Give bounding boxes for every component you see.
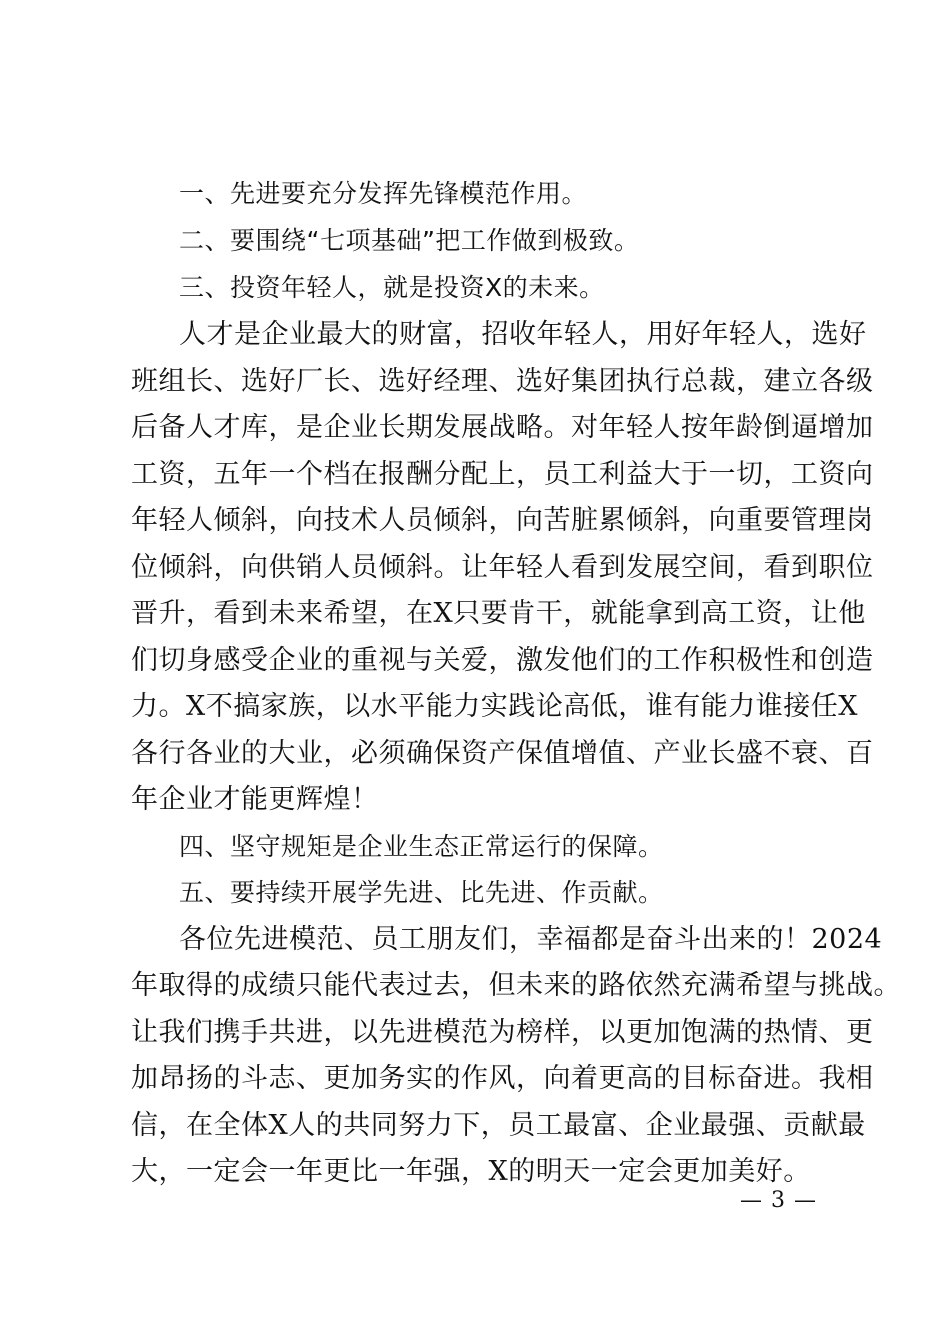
paragraph-line: 年企业才能更辉煌！ (131, 784, 379, 815)
paragraph-line: 年取得的成绩只能代表过去，但未来的路依然充满希望与挑战。 (131, 970, 901, 1001)
paragraph-line: 班组长、选好厂长、选好经理、选好集团执行总裁，建立各级 (131, 366, 874, 397)
paragraph-line: 人才是企业最大的财富，招收年轻人，用好年轻人，选好 (179, 319, 867, 350)
paragraph-line: 工资，五年一个档在报酬分配上，员工利益大于一切，工资向 (131, 459, 874, 490)
paragraph-line: 后备人才库，是企业长期发展战略。对年轻人按年龄倒逼增加 (131, 412, 874, 443)
paragraph-line: 力。X不搞家族，以水平能力实践论高低，谁有能力谁接任X (131, 691, 858, 722)
paragraph-line: 加昂扬的斗志、更加务实的作风，向着更高的目标奋进。我相 (131, 1063, 874, 1094)
paragraph-line: 信，在全体X人的共同努力下，员工最富、企业最强、贡献最 (131, 1110, 866, 1141)
paragraph-line: 各行各业的大业，必须确保资产保值增值、产业长盛不衰、百 (131, 738, 874, 769)
paragraph-line: 晋升，看到未来希望，在X只要肯干，就能拿到高工资，让他 (131, 598, 866, 629)
heading-4: 四、坚守规矩是企业生态正常运行的保障。 (179, 832, 664, 861)
paragraph-line: 让我们携手共进，以先进模范为榜样，以更加饱满的热情、更 (131, 1017, 874, 1048)
heading-1: 一、先进要充分发挥先锋模范作用。 (179, 179, 588, 208)
heading-2: 二、要围绕“七项基础”把工作做到极致。 (179, 226, 640, 255)
paragraph-line: 年轻人倾斜，向技术人员倾斜，向苦脏累倾斜，向重要管理岗 (131, 505, 874, 536)
heading-3: 三、投资年轻人，就是投资X的未来。 (179, 273, 605, 302)
heading-5: 五、要持续开展学先进、比先进、作贡献。 (179, 878, 664, 907)
paragraph-line: 们切身感受企业的重视与关爱，激发他们的工作积极性和创造 (131, 645, 874, 676)
paragraph-line: 大，一定会一年更比一年强，X的明天一定会更加美好。 (131, 1156, 811, 1187)
paragraph-line: 位倾斜，向供销人员倾斜。让年轻人看到发展空间，看到职位 (131, 552, 874, 583)
paragraph-line: 各位先进模范、员工朋友们，幸福都是奋斗出来的！2024 (179, 924, 883, 955)
page-number: — 3 — (740, 1188, 817, 1213)
